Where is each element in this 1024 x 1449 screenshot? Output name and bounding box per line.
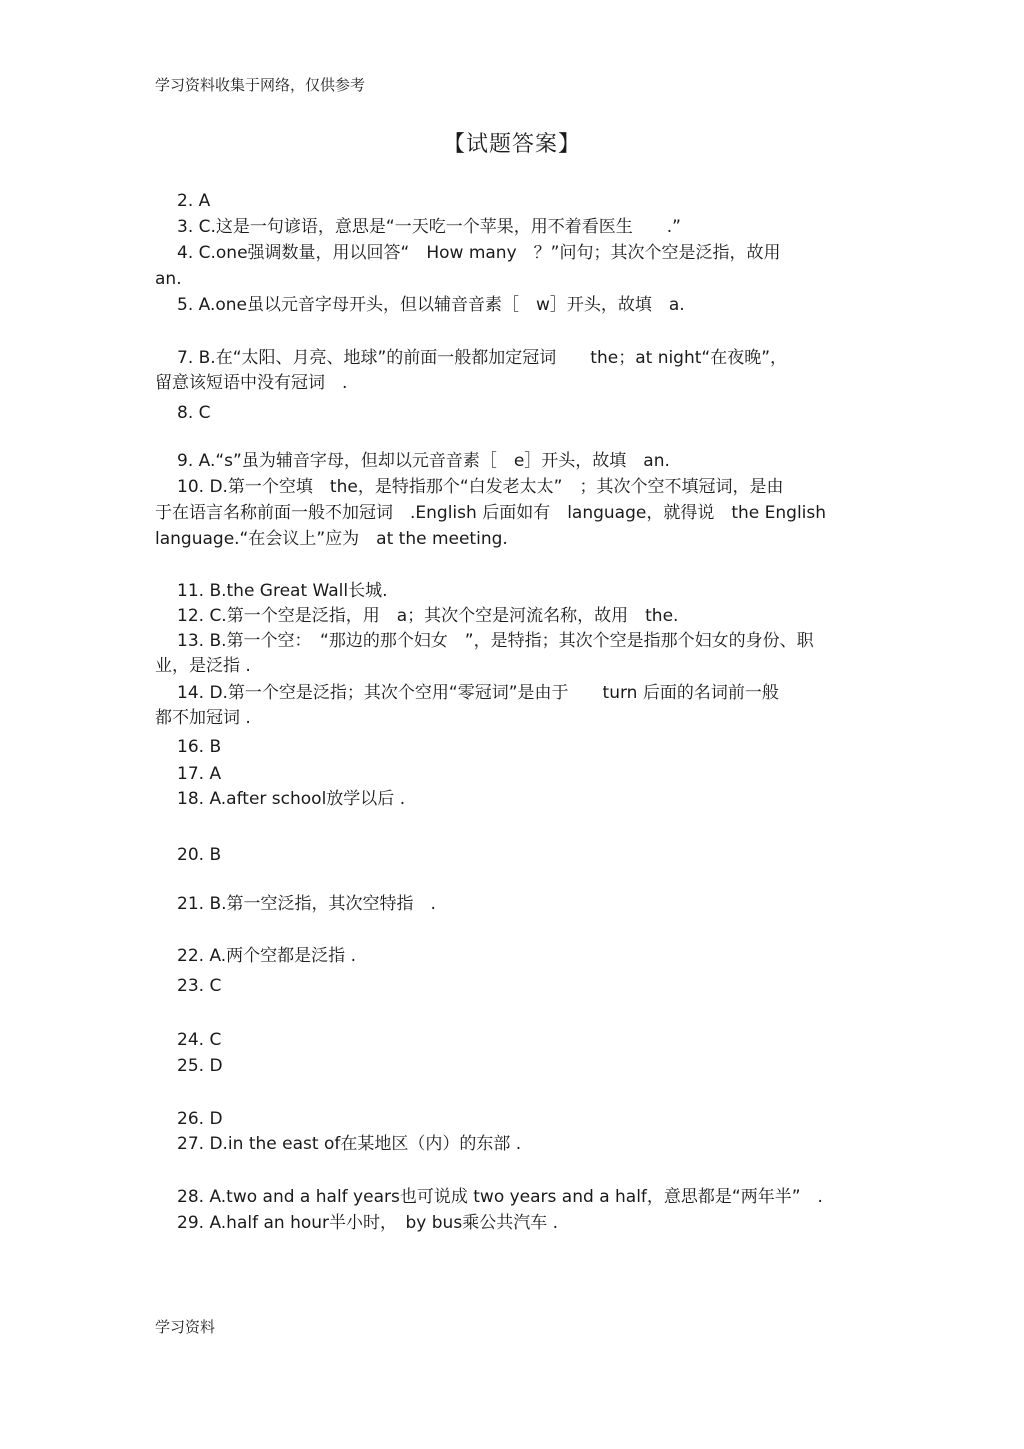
answer-line: 2. A xyxy=(177,191,211,211)
answer-line: 23. C xyxy=(177,976,222,996)
answer-line: 3. C.这是一句谚语，意思是“一天吃一个苹果，用不着看医生 .” xyxy=(177,217,681,237)
answer-line: 都不加冠词 . xyxy=(155,708,251,728)
answer-line: an. xyxy=(155,269,182,289)
answer-line: 7. B.在“太阳、月亮、地球”的前面一般都加定冠词 the；at night“在夜晚”， xyxy=(177,348,788,368)
answer-line: 4. C.one强调数量，用以回答“ How many ？”问句；其次个空是泛指，故用 xyxy=(177,243,781,263)
answer-line: 于在语言名称前面一般不加冠词 .English 后面如有 language，就得说 the English xyxy=(155,503,827,523)
page-header: 学习资料收集于网络，仅供参考 xyxy=(155,76,366,94)
answer-line: 28. A.two and a half years也可说成 two years and a half，意思都是“两年半” . xyxy=(177,1187,823,1207)
answer-line: 9. A.“s”虽为辅音字母，但却以元音音素［ e］开头，故填 an. xyxy=(177,451,670,471)
answer-line: 25. D xyxy=(177,1056,223,1076)
answer-line: 16. B xyxy=(177,737,222,757)
answer-line: 8. C xyxy=(177,403,211,423)
answer-line: 22. A.两个空都是泛指 . xyxy=(177,946,356,966)
answer-line: 业，是泛指 . xyxy=(155,656,251,676)
answer-line: 留意该短语中没有冠词 . xyxy=(155,373,348,393)
page-title: 【试题答案】 xyxy=(442,132,581,157)
answer-line: 20. B xyxy=(177,845,222,865)
answer-line: 18. A.after school放学以后 . xyxy=(177,789,406,809)
answer-line: 24. C xyxy=(177,1030,222,1050)
answer-line: 21. B.第一空泛指，其次空特指 . xyxy=(177,894,436,914)
answer-line: 14. D.第一个空是泛指；其次个空用“零冠词”是由于 turn 后面的名词前一般 xyxy=(177,683,779,703)
answer-line: 10. D.第一个空填 the，是特指那个“白发老太太” ；其次个空不填冠词，是由 xyxy=(177,477,784,497)
answer-line: 5. A.one虽以元音字母开头，但以辅音音素［ w］开头，故填 a. xyxy=(177,295,685,315)
answer-line: 17. A xyxy=(177,764,222,784)
answer-line: 12. C.第一个空是泛指，用 a；其次个空是河流名称，故用 the. xyxy=(177,606,679,626)
answer-line: 11. B.the Great Wall长城. xyxy=(177,581,388,601)
answer-line: 27. D.in the east of在某地区（内）的东部 . xyxy=(177,1134,522,1154)
answer-line: 13. B.第一个空： “那边的那个妇女 ”，是特指；其次个空是指那个妇女的身份、职 xyxy=(177,631,814,651)
answer-line: 29. A.half an hour半小时， by bus乘公共汽车 . xyxy=(177,1213,558,1233)
answer-line: 26. D xyxy=(177,1109,223,1129)
answer-line: language.“在会议上”应为 at the meeting. xyxy=(155,529,508,549)
page-footer: 学习资料 xyxy=(155,1318,216,1336)
